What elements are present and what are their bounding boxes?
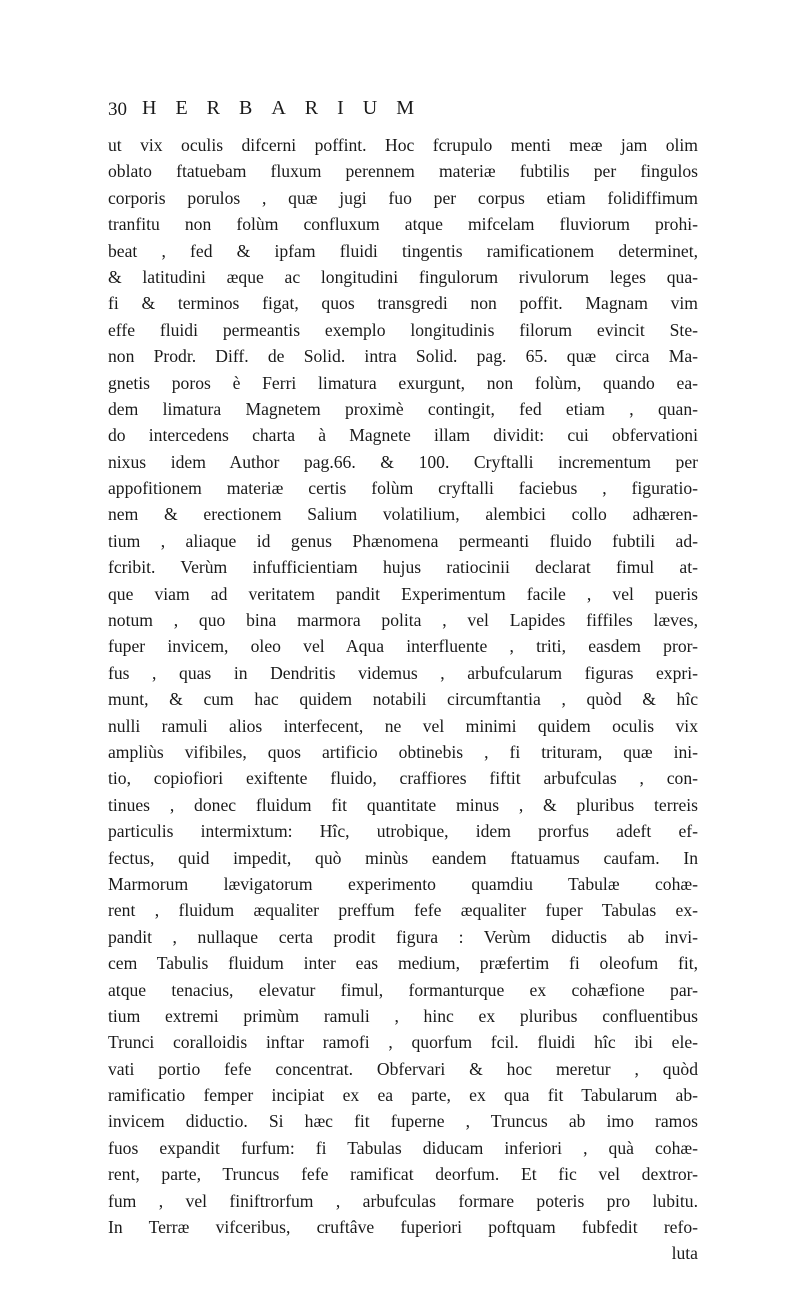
text-line: tio, copiofiori exiftente fluido, craffiores fiftit arbufculas , con- bbox=[108, 768, 698, 789]
text-line: rent, parte, Truncus fefe ramificat deorfum. Et fic vel dextror- bbox=[108, 1164, 698, 1185]
text-line: vati portio fefe concentrat. Obfervari & hoc meretur , quòd bbox=[108, 1058, 698, 1079]
text-line: cem Tabulis fluidum inter eas medium, præfertim fi oleofum fit, bbox=[108, 953, 698, 974]
text-line: invicem diductio. Si hæc fit fuperne , Truncus ab imo ramos bbox=[108, 1111, 698, 1132]
text-line: & latitudini æque ac longitudini fingulorum rivulorum leges qua- bbox=[108, 266, 698, 287]
text-line: ut vix oculis difcerni poffint. Hoc fcrupulo menti meæ jam olim bbox=[108, 135, 698, 155]
page-number: 30 bbox=[108, 99, 127, 120]
text-line: gnetis poros è Ferri limatura exurgunt, non folùm, quando ea- bbox=[108, 372, 698, 393]
body-text bbox=[108, 132, 698, 1267]
text-line: In Terræ vifceribus, cruftâve fuperiori poftquam fubfedit refo- bbox=[108, 1217, 698, 1238]
text-line: que viam ad veritatem pandit Experimentum facile , vel pueris bbox=[108, 583, 698, 604]
text-line: pandit , nullaque certa prodit figura : Verùm diductis ab invi- bbox=[108, 926, 698, 947]
text-line: fus , quas in Dendritis videmus , arbufcularum figuras expri- bbox=[108, 662, 698, 683]
text-line: Trunci coralloidis inftar ramofi , quorfum fcil. fluidi hîc ibi ele- bbox=[108, 1032, 698, 1053]
text-line: fum , vel finiftrorfum , arbufculas formare poteris pro lubitu. bbox=[108, 1190, 698, 1211]
text-line: Marmorum lævigatorum experimento quamdiu Tabulæ cohæ- bbox=[108, 873, 698, 894]
text-line: atque tenacius, elevatur fimul, formanturque ex cohæfione par- bbox=[108, 979, 698, 1000]
page-header bbox=[108, 97, 698, 123]
text-line: tium , aliaque id genus Phænomena permeanti fluido fubtili ad- bbox=[108, 530, 698, 551]
text-line: fuper invicem, oleo vel Aqua interfluente , triti, easdem pror- bbox=[108, 636, 698, 657]
text-line: appofitionem materiæ certis folùm cryftalli faciebus , figuratio- bbox=[108, 478, 698, 499]
text-line: fi & terminos figat, quos transgredi non poffit. Magnam vim bbox=[108, 293, 698, 314]
text-line: do intercedens charta à Magnete illam dividit: cui obfervationi bbox=[108, 425, 698, 446]
text-line: corporis porulos , quæ jugi fuo per corpus etiam folidiffimum bbox=[108, 187, 698, 208]
text-line: tinues , donec fluidum fit quantitate minus , & pluribus terreis bbox=[108, 794, 698, 815]
text-line: oblato ftatuebam fluxum perennem materiæ fubtilis per fingulos bbox=[108, 161, 698, 182]
text-line: nixus idem Author pag.66. & 100. Cryftalli incrementum per bbox=[108, 451, 698, 472]
text-line: nulli ramuli alios interfecent, ne vel minimi quidem oculis vix bbox=[108, 715, 698, 736]
text-line: tranfitu non folùm confluxum atque mifcelam fluviorum prohi- bbox=[108, 214, 698, 235]
text-line: fuos expandit furfum: fi Tabulas diducam inferiori , quà cohæ- bbox=[108, 1137, 698, 1158]
text-line: ramificatio femper incipiat ex ea parte, ex qua fit Tabularum ab- bbox=[108, 1085, 698, 1106]
text-line: tium extremi primùm ramuli , hinc ex pluribus confluentibus bbox=[108, 1005, 698, 1026]
text-line: dem limatura Magnetem proximè contingit, fed etiam , quan- bbox=[108, 398, 698, 419]
text-line: notum , quo bina marmora polita , vel Lapides fiffiles læves, bbox=[108, 610, 698, 631]
text-line: fectus, quid impedit, quò minùs eandem ftatuamus caufam. In bbox=[108, 847, 698, 868]
text-line: non Prodr. Diff. de Solid. intra Solid. pag. 65. quæ circa Ma- bbox=[108, 346, 698, 367]
running-title: HERBARIUM bbox=[142, 97, 434, 119]
text-line: effe fluidi permeantis exemplo longitudinis filorum evincit Ste- bbox=[108, 319, 698, 340]
text-line: fcribit. Verùm infufficientiam hujus ratiocinii declarat fimul at- bbox=[108, 557, 698, 578]
text-line: beat , fed & ipfam fluidi tingentis ramificationem determinet, bbox=[108, 240, 698, 261]
text-line: rent , fluidum æqualiter preffum fefe æqualiter fuper Tabulas ex- bbox=[108, 900, 698, 921]
text-line: munt, & cum hac quidem notabili circumftantia , quòd & hîc bbox=[108, 689, 698, 710]
text-line: particulis intermixtum: Hîc, utrobique, idem prorfus adeft ef- bbox=[108, 821, 698, 842]
text-line: nem & erectionem Salium volatilium, alembici collo adhæren- bbox=[108, 504, 698, 525]
text-line: luta bbox=[671, 1243, 698, 1264]
text-line: ampliùs vifibiles, quos artificio obtinebis , fi trituram, quæ ini- bbox=[108, 741, 698, 762]
